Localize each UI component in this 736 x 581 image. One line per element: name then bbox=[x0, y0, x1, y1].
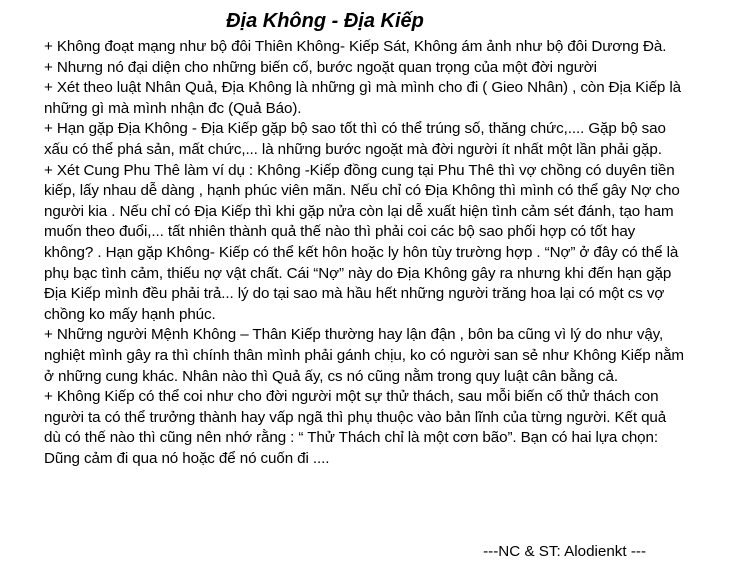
paragraph-2: + Nhưng nó đại diện cho những biến cố, bước ngoặt quan trọng của một đời người bbox=[44, 58, 597, 76]
paragraph-5: + Xét Cung Phu Thê làm ví dụ : Không -Kiếp đồng cung tại Phu Thê thì vợ chồng có duyên tiền kiếp, lấy nhau dễ dàng , hạnh phúc viên mãn. Nếu chỉ có Địa Không thì mình có thể gây Nợ cho người kia . Nếu chỉ có Địa Kiếp thì khi gặp nửa còn lại dễ xuất hiện tình cảm sét đánh, tạo ham muốn theo đuổi,... tất nhiên thành quả thế nào thì phải coi các bộ sao phối hợp có tốt hay không? . Hạn gặp Không- Kiếp có thể kết hôn hoặc ly hôn tùy trường hợp . “Nợ” ở đây có thể là phụ bạc tình cảm, thiếu nợ vật chất. Cái “Nợ” này do Địa Không gây ra nhưng khi đến hạn gặp Địa Kiếp mình đều phải trả... lý do tại sao mà hầu hết những người trăng hoa lại có một cs vợ chồng ko mấy hạnh phúc. bbox=[44, 161, 680, 323]
paragraph-6: + Những người Mệnh Không – Thân Kiếp thường hay lận đận , bôn ba cũng vì lý do như vậy, nghiệt mình gây ra thì chính thân mình phải gánh chịu, ko có người san sẻ như Không Kiếp nằm ở những cung khác. Nhân nào thì Quả ấy, cs nó cũng nằm trong quy luật cân bằng cả. bbox=[44, 326, 684, 385]
paragraph-1: + Không đoạt mạng như bộ đôi Thiên Không- Kiếp Sát, Không ám ảnh như bộ đôi Dương Đà. bbox=[44, 38, 667, 55]
document-body bbox=[44, 37, 684, 469]
paragraph-3: + Xét theo luật Nhân Quả, Địa Không là những gì mà mình cho đi ( Gieo Nhân) , còn Địa Kiếp là những gì mà mình nhận đc (Quả Báo). bbox=[44, 79, 682, 117]
signature: ---NC & ST: Alodienkt --- bbox=[483, 543, 646, 560]
document-title: Địa Không - Địa Kiếp bbox=[226, 10, 424, 32]
paragraph-4: + Hạn gặp Địa Không - Địa Kiếp gặp bộ sao tốt thì có thể trúng số, thăng chức,.... Gặp bộ sao xấu có thể phá sản, mất chức,... là những bước ngoặt mà đời người ít nhất một lần phải gặp. bbox=[44, 120, 666, 158]
paragraph-7: + Không Kiếp có thể coi như cho đời người một sự thử thách, sau mỗi biến cố thử thách con người ta có thể trưởng thành hay vấp ngã thì phụ thuộc vào bản lĩnh của từng người. Kết quả dù có thế nào thì cũng nên nhớ rằng : “ Thử Thách chỉ là một cơn bão”. Bạn có hai lựa chọn: Dũng cảm đi qua nó hoặc để nó cuốn đi .... bbox=[44, 388, 667, 467]
